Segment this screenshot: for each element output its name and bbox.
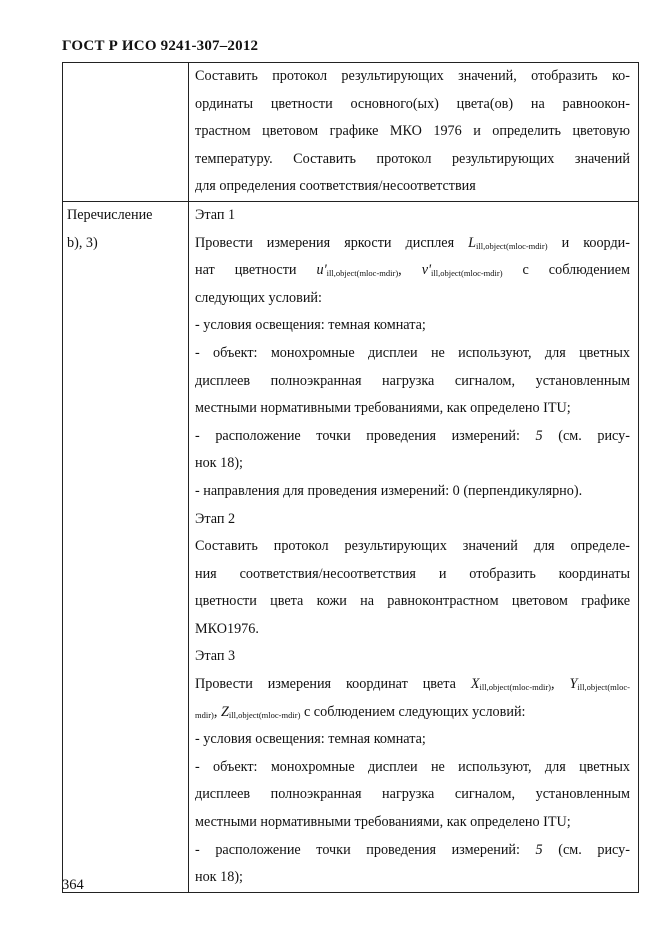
text-line: цветности цвета кожи на равноконтрастном цветовом графике: [195, 593, 630, 610]
table-row: [63, 63, 639, 202]
text-line: температуру. Составить протокол результирующих значений: [195, 150, 630, 167]
condition-item: - объект: монохромные дисплеи не используют, для цветных: [195, 758, 630, 775]
z-symbol: Z: [220, 703, 229, 720]
condition-item: - расположение точки проведения измерений: 5 (см. рису-: [195, 427, 630, 444]
table-cell-label: [63, 201, 189, 892]
stage-heading: Этап 2: [195, 510, 236, 527]
x-symbol: X: [470, 676, 480, 693]
text-line: Провести измерения координат цвета $X_{ill,object(mloc-mdir)}$, $Y_{ill,object(mloc-}$: [195, 676, 631, 693]
text-line: дисплеев полноэкранная нагрузка сигналом, установленным: [195, 786, 630, 803]
text-line: МКО1976.: [195, 620, 259, 637]
text-line: ния соответствия/несоответствия и отобразить координаты: [195, 565, 630, 582]
stage-heading: Этап 3: [195, 648, 236, 665]
text-line: Составить протокол результирующих значений, отобразить ко-: [195, 68, 630, 84]
page-number: 364: [62, 877, 84, 893]
text-line: местными нормативными требованиями, как определено ITU;: [195, 814, 571, 831]
text-line: нок 18);: [195, 455, 243, 472]
table-cell-content: [189, 63, 639, 202]
text-line: Составить протокол результирующих значений для определе-: [195, 538, 630, 555]
text-line: Провести измерения яркости дисплея $L_{ill,object(mloc-mdir)}$ и коорди-: [195, 234, 630, 251]
v-prime-symbol: v': [421, 262, 432, 279]
luminance-symbol: L: [468, 234, 477, 251]
text-line: трастном цветовом графике МКО 1976 и определить цветовую: [195, 123, 630, 140]
stage-heading: Этап 1: [195, 206, 236, 223]
table-cell-content: [189, 201, 639, 892]
text-line: ординаты цветности основного(ых) цвета(ов) на равноокон-: [195, 95, 630, 112]
condition-item: - условия освещения: темная комната;: [195, 317, 426, 334]
u-prime-symbol: u': [316, 262, 327, 279]
condition-item: - объект: монохромные дисплеи не используют, для цветных: [195, 344, 630, 361]
document-header: ГОСТ Р ИСО 9241-307–2012: [62, 38, 259, 54]
enumeration-label: Перечисление: [67, 206, 153, 223]
condition-item: - расположение точки проведения измерений: 5 (см. рису-: [195, 841, 630, 858]
text-line: нок 18);: [195, 869, 243, 886]
text-line: нат цветности $u'_{ill,object(mloc-mdir)}$, $v'_{ill,object(mloc-mdir)}$ с соблюдением: [195, 262, 630, 279]
text-line: местными нормативными требованиями, как определено ITU;: [195, 400, 571, 417]
table-cell-label: [63, 63, 189, 202]
text-line: для определения соответствия/несоответствия: [195, 178, 476, 195]
requirements-table: [62, 62, 639, 893]
condition-item: - условия освещения: темная комната;: [195, 731, 426, 748]
text-line: дисплеев полноэкранная нагрузка сигналом, установленным: [195, 372, 630, 389]
y-symbol: Y: [569, 676, 578, 693]
text-line: $_{mdir)}$, $Z_{ill,object(mloc-mdir)}$ с соблюдением следующих условий:: [195, 703, 526, 720]
condition-item: - направления для проведения измерений: 0 (перпендикулярно).: [195, 482, 583, 499]
enumeration-ref: b), 3): [67, 234, 98, 251]
text-line: следующих условий:: [195, 289, 322, 306]
table-row: [63, 201, 639, 892]
